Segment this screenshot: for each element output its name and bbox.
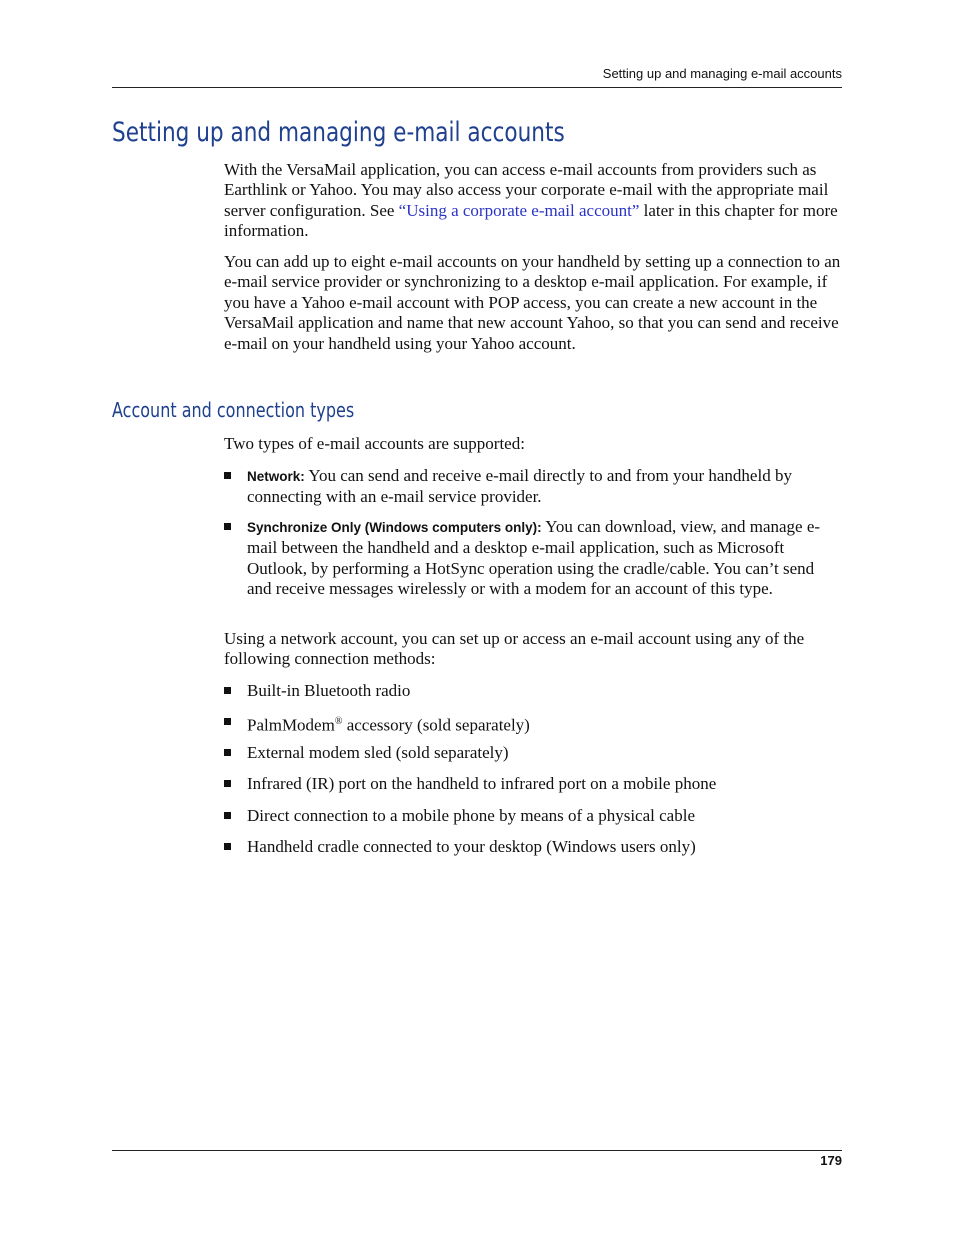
- account-types-list-2: [224, 517, 842, 600]
- list-item: [224, 712, 842, 743]
- list-item: [224, 743, 842, 774]
- intro-text: With the VersaMail application, you can access e-mail accounts from providers such as Earthlink or Yahoo. You may also access your corporate e-mail with the appropriate mail server configuration. See: [224, 160, 829, 220]
- list-item: [224, 806, 842, 837]
- subsection-title: Account and connection types: [112, 398, 355, 422]
- bullet-square-icon: [224, 687, 231, 694]
- header-rule: [112, 87, 842, 88]
- method-palmmodem-rest: accessory (sold separately): [342, 715, 530, 735]
- list-item: [224, 517, 842, 600]
- method-palmmodem-name: PalmModem: [247, 715, 335, 735]
- page-number: 179: [820, 1153, 842, 1168]
- list-item: [224, 837, 842, 868]
- account-type-term: Network:: [247, 469, 305, 484]
- intro-paragraph: [224, 160, 842, 242]
- account-types-intro: Two types of e-mail accounts are supported:: [224, 434, 525, 453]
- bullet-square-icon: [224, 812, 231, 819]
- method-bluetooth: Built-in Bluetooth radio: [247, 681, 411, 700]
- intro-text-end: later in this chapter for more information.: [224, 200, 838, 241]
- bullet-square-icon: [224, 718, 231, 725]
- running-header: Setting up and managing e-mail accounts: [602, 66, 842, 81]
- accounts-paragraph: You can add up to eight e-mail accounts on your handheld by setting up a connection to an e-mail service provider or synchronizing to a desktop e-mail application. For example, if you have a Yahoo e-mail account with POP access, you can create a new account in the VersaMail application and name that new account Yahoo, so that you can send and receive e-mail on your handheld using your Yahoo account.: [224, 252, 841, 353]
- method-infrared: Infrared (IR) port on the handheld to infrared port on a mobile phone: [247, 774, 717, 793]
- footer-rule: [112, 1150, 842, 1151]
- method-cradle: Handheld cradle connected to your desktop (Windows users only): [247, 837, 696, 856]
- section-title: Setting up and managing e-mail accounts: [112, 117, 565, 148]
- connection-methods-list: [224, 681, 842, 868]
- account-types-list: [224, 466, 842, 508]
- bullet-square-icon: [224, 749, 231, 756]
- list-item: [224, 774, 842, 806]
- account-type-description: You can download, view, and manage e-mail between the handheld and a desktop e-mail application, such as Microsoft Outlook, by performing a HotSync operation using the cradle/cable. You can’t send and receive messages wirelessly or with a modem for an account of this type.: [247, 517, 821, 599]
- bullet-square-icon: [224, 780, 231, 787]
- list-item: [224, 681, 842, 712]
- account-type-term: Synchronize Only (Windows computers only):: [247, 520, 542, 535]
- corporate-account-link[interactable]: “Using a corporate e-mail account”: [398, 200, 640, 220]
- list-item: [224, 466, 842, 508]
- method-direct-cable: Direct connection to a mobile phone by means of a physical cable: [247, 806, 695, 825]
- connection-methods-intro: Using a network account, you can set up or access an e-mail account using any of the following connection methods:: [224, 629, 805, 669]
- account-type-description: You can send and receive e-mail directly to and from your handheld by connecting with an e-mail service provider.: [247, 466, 792, 507]
- bullet-square-icon: [224, 843, 231, 850]
- method-modem-sled: External modem sled (sold separately): [247, 743, 509, 762]
- registered-mark: ®: [334, 716, 343, 727]
- bullet-square-icon: [224, 523, 231, 530]
- bullet-square-icon: [224, 472, 231, 479]
